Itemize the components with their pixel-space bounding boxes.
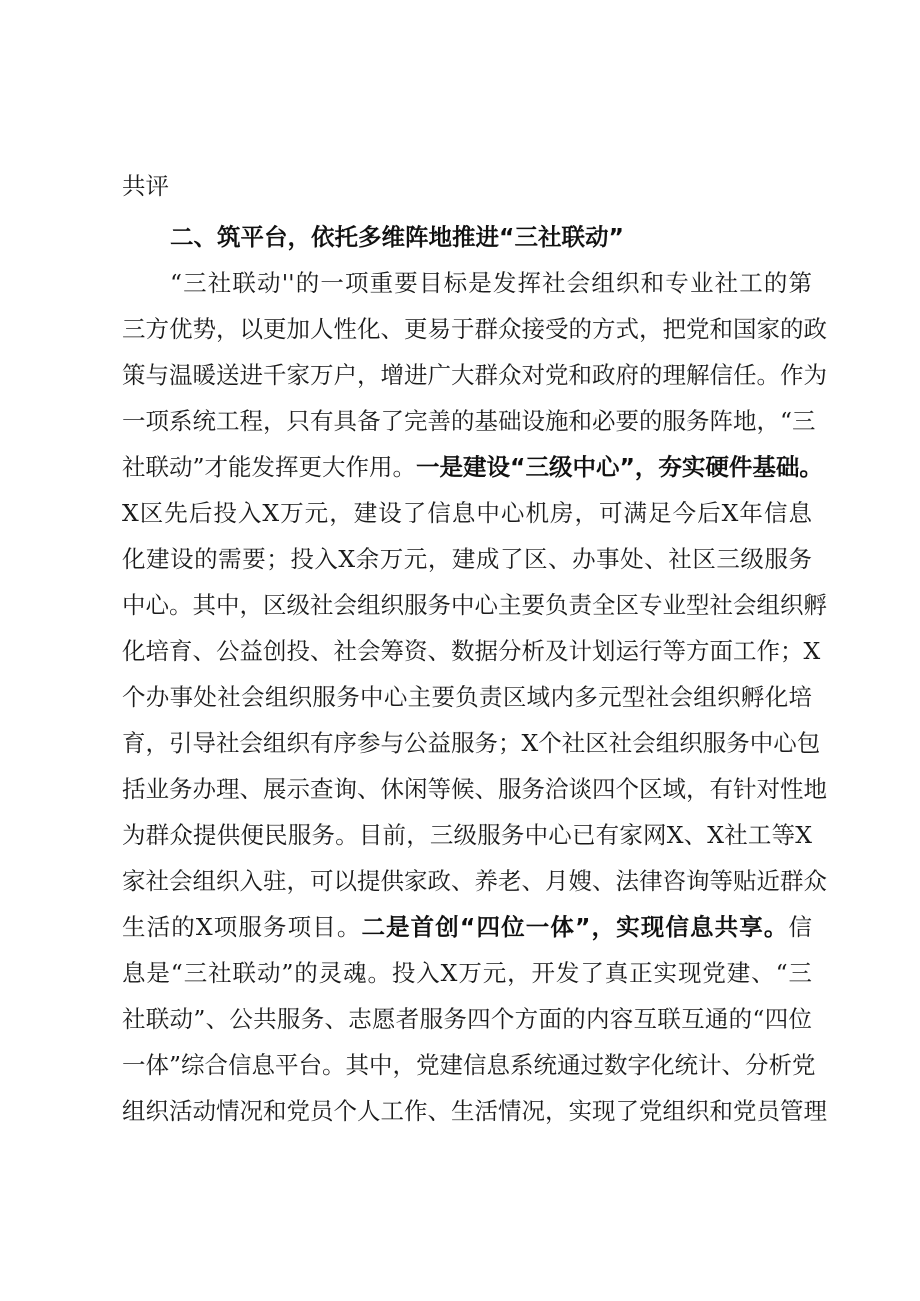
paragraph-line-10: 个办事处社会组织服务中心主要负责区域内多元型社会组织孵化培	[122, 683, 812, 711]
paragraph-line-18: 一体”综合信息平台。其中，党建信息系统通过数字化统计、分析党	[122, 1051, 816, 1079]
lead-fragment: 共评	[122, 172, 169, 200]
paragraph-line-15	[122, 904, 812, 950]
section-heading: 二、筑平台，依托多维阵地推进“三社联动”	[170, 223, 624, 251]
paragraph-line-4: 一项系统工程，只有具备了完善的基础设施和必要的服务阵地，“三	[122, 407, 816, 435]
paragraph-line-19: 组织活动情况和党员个人工作、生活情况，实现了党组织和党员管理	[122, 1097, 827, 1125]
paragraph-line-8: 中心。其中，区级社会组织服务中心主要负责全区专业型社会组织孵	[122, 591, 827, 619]
subheading-one: 一是建设“三级中心”，夯实硬件基础。	[416, 453, 823, 481]
paragraph-line-15-tail: 信	[788, 913, 812, 941]
paragraph-line-5-text: 社联动”才能发挥更大作用。	[122, 453, 417, 481]
paragraph-line-7: 化建设的需要；投入X余万元，建成了区、办事处、社区三级服务	[122, 545, 812, 573]
paragraph-line-14: 家社会组织入驻，可以提供家政、养老、月嫂、法律咨询等贴近群众	[122, 867, 827, 895]
paragraph-line-12: 括业务办理、展示查询、休闲等候、服务洽谈四个区域，有针对性地	[122, 775, 827, 803]
subheading-two: 二是首创“四位一体”，实现信息共享。	[361, 913, 789, 941]
paragraph-line-6: X区先后投入X万元，建设了信息中心机房，可满足今后X年信息	[122, 499, 812, 527]
paragraph-line-17: 社联动”、公共服务、志愿者服务四个方面的内容互联互通的“四位	[122, 1005, 812, 1033]
paragraph-line-9: 化培育、公益创投、社会筹资、数据分析及计划运行等方面工作；X	[122, 637, 821, 665]
paragraph-line-5	[122, 444, 823, 490]
paragraph-line-3: 策与温暖送进千家万户，增进广大群众对党和政府的理解信任。作为	[122, 361, 827, 389]
paragraph-line-15-text: 生活的X项服务项目。	[122, 913, 362, 941]
paragraph-line-13: 为群众提供便民服务。目前，三级服务中心已有家网X、X社工等X	[122, 821, 812, 849]
paragraph-line-2: 三方优势，以更加人性化、更易于群众接受的方式，把党和国家的政	[122, 315, 827, 343]
paragraph-line-16: 息是“三社联动”的灵魂。投入X万元，开发了真正实现党建、“三	[122, 959, 812, 987]
paragraph-line-1: “三社联动''的一项重要目标是发挥社会组织和专业社工的第	[170, 269, 812, 297]
paragraph-line-11: 育，引导社会组织有序参与公益服务；X个社区社会组织服务中心包	[122, 729, 821, 757]
